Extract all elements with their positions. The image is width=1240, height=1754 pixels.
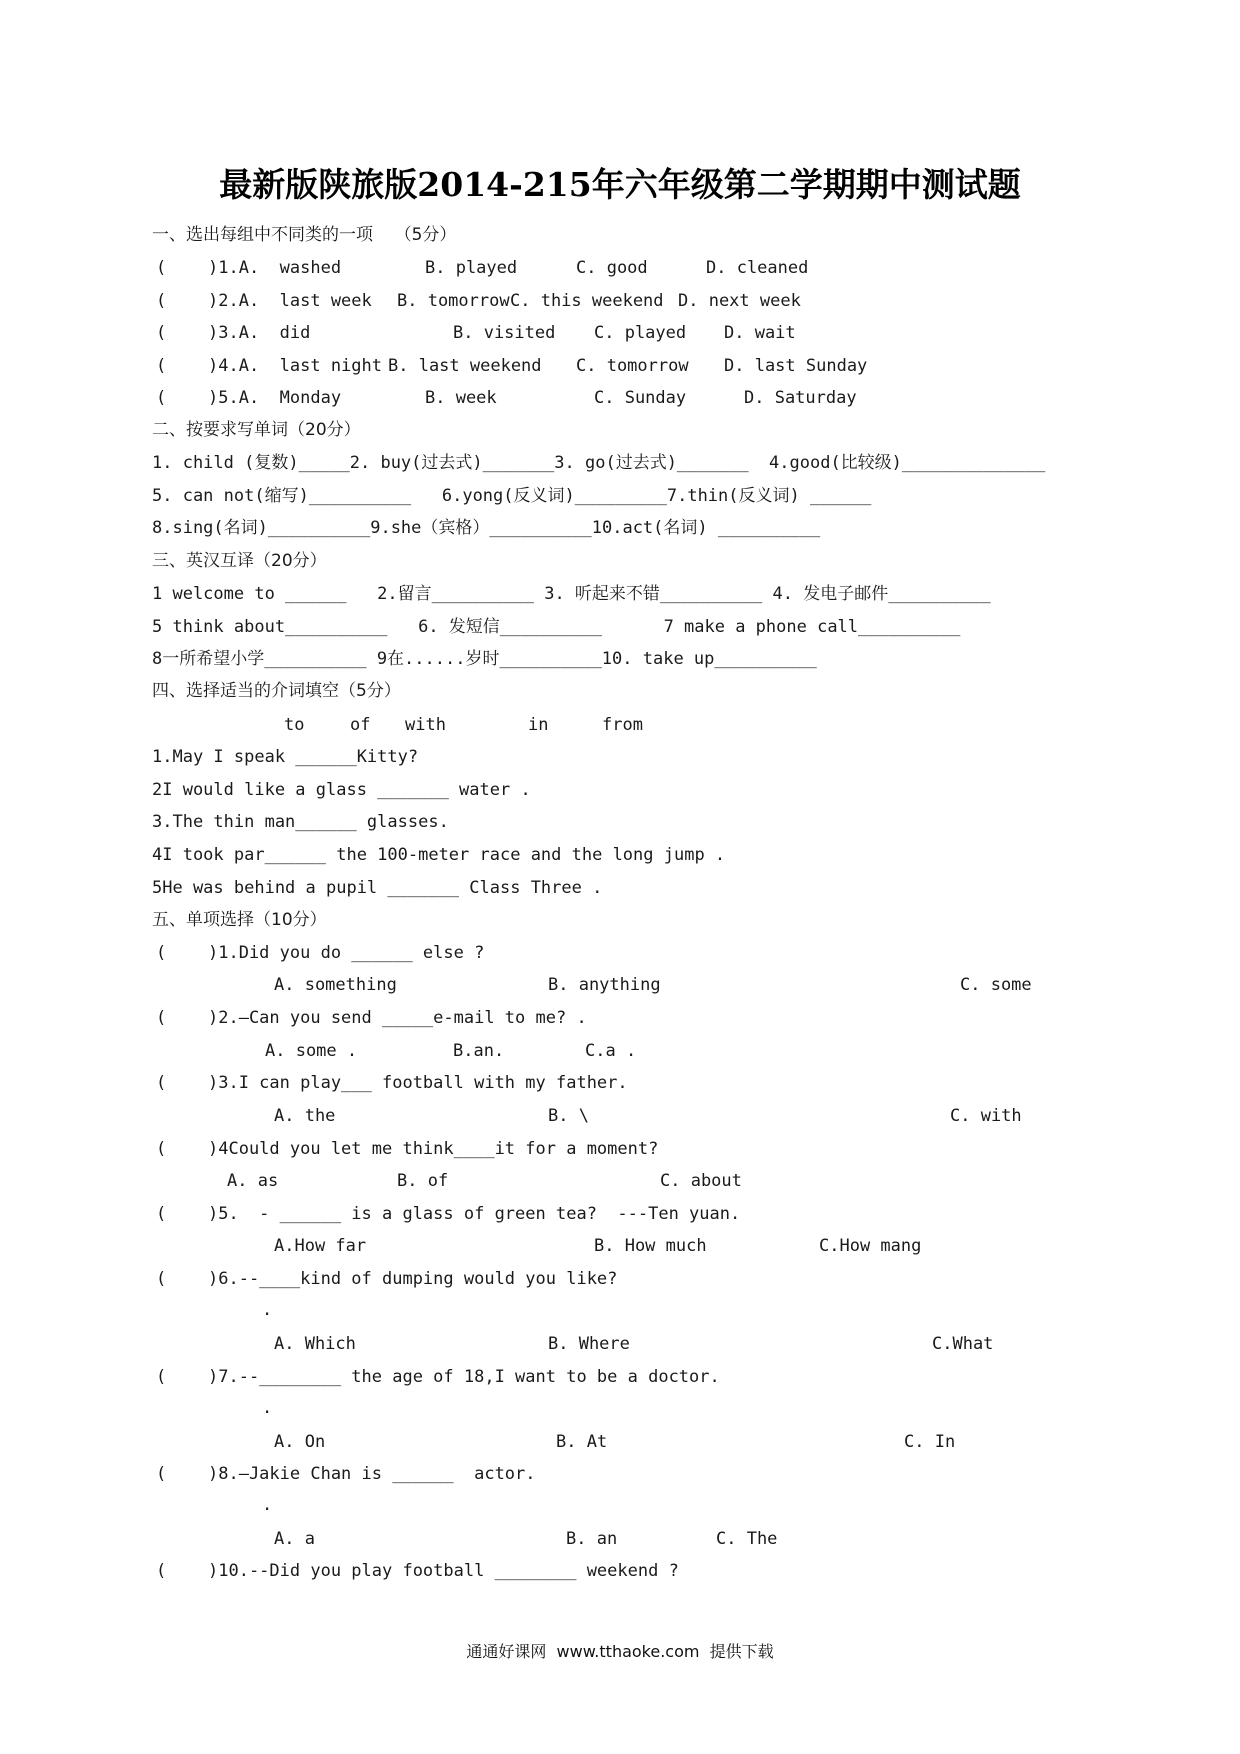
word-bank-item: in xyxy=(528,715,549,735)
option-b: B. anything xyxy=(548,975,661,995)
option-a: A. as xyxy=(227,1171,279,1191)
option-a: A. something xyxy=(274,975,397,995)
option-a: A.How far xyxy=(274,1236,367,1256)
option-a: A. On xyxy=(274,1432,326,1452)
option-a: A. Which xyxy=(274,1334,356,1354)
section-4-heading: 四、选择适当的介词填空（5分） xyxy=(152,681,401,701)
answer-bracket: ( xyxy=(156,291,167,311)
option-d: D. last Sunday xyxy=(724,356,868,376)
option-c: C. good xyxy=(576,258,648,278)
option-c: C.a . xyxy=(585,1041,637,1061)
option-c: C. played xyxy=(594,323,687,343)
s4-item-5: 5He was behind a pupil _______ Class Three . xyxy=(152,878,603,898)
section-3-heading: 三、英汉互译（20分） xyxy=(152,551,327,571)
option-b: B. last weekend xyxy=(388,356,542,376)
option-d: D. Saturday xyxy=(744,388,857,408)
option-c: C. this weekend xyxy=(510,291,664,311)
option-c: C. about xyxy=(660,1171,742,1191)
option-b: B. \ xyxy=(548,1106,589,1126)
question-stem: )7.--________ the age of 18,I want to be a doctor. xyxy=(208,1367,720,1387)
question-stem: )8.—Jakie Chan is ______ actor. xyxy=(208,1464,536,1484)
s4-item-1: 1.May I speak ______Kitty? xyxy=(152,747,419,767)
answer-bracket: ( xyxy=(156,1561,167,1581)
answer-bracket: ( xyxy=(156,1073,167,1093)
option-a: )2.A. last week xyxy=(208,291,372,311)
answer-bracket: ( xyxy=(156,388,167,408)
s2-line-2: 5. can not(缩写)__________ 6.yong(反义词)_________7.thin(反义词) ______ xyxy=(152,486,872,506)
answer-bracket: ( xyxy=(156,1464,167,1484)
s3-line-1: 1 welcome to ______ 2.留言__________ 3. 听起来不错__________ 4. 发电子邮件__________ xyxy=(152,584,991,604)
answer-bracket: ( xyxy=(156,323,167,343)
answer-bracket: ( xyxy=(156,943,167,963)
question-stem: )10.--Did you play football ________ weekend ? xyxy=(208,1561,679,1581)
option-b: B. Where xyxy=(548,1334,630,1354)
s3-line-2: 5 think about__________ 6. 发短信__________ 7 make a phone call__________ xyxy=(152,617,961,637)
section-1-heading: 一、选出每组中不同类的一项 （5分） xyxy=(152,225,457,245)
question-stem: )6.--____kind of dumping would you like? xyxy=(208,1269,618,1289)
answer-bracket: ( xyxy=(156,1204,167,1224)
s4-item-2: 2I would like a glass _______ water . xyxy=(152,780,531,800)
question-stem: )5. - ______ is a glass of green tea? ---Ten yuan. xyxy=(208,1204,741,1224)
option-c: C. some xyxy=(960,975,1032,995)
answer-bracket: ( xyxy=(156,1008,167,1028)
option-a: A. the xyxy=(274,1106,336,1126)
option-b: B. week xyxy=(425,388,497,408)
question-stem: )1.Did you do ______ else ? xyxy=(208,943,485,963)
option-a: )4.A. last night xyxy=(208,356,382,376)
word-bank-item: of xyxy=(350,715,371,735)
answer-bracket: ( xyxy=(156,1269,167,1289)
option-a: )1.A. washed xyxy=(208,258,342,278)
s2-line-1: 1. child (复数)_____2. buy(过去式)_______3. go(过去式)_______ 4.good(比较级)______________ xyxy=(152,453,1046,473)
option-a: A. a xyxy=(274,1529,315,1549)
answer-bracket: ( xyxy=(156,356,167,376)
stray-dot: . xyxy=(262,1300,273,1320)
word-bank-item: from xyxy=(602,715,643,735)
question-stem: )4Could you let me think____it for a moment? xyxy=(208,1139,659,1159)
option-c: C. tomorrow xyxy=(576,356,689,376)
question-stem: )2.—Can you send _____e-mail to me? . xyxy=(208,1008,587,1028)
word-bank-item: to xyxy=(284,715,305,735)
option-a: )3.A. did xyxy=(208,323,311,343)
option-b: B. tomorrow xyxy=(397,291,510,311)
page-title: 最新版陕旅版2014-215年六年级第二学期期中测试题 xyxy=(219,165,1021,204)
option-c: C.How mang xyxy=(819,1236,922,1256)
option-a: A. some . xyxy=(265,1041,358,1061)
s3-line-3: 8一所希望小学__________ 9在......岁时__________10. take up__________ xyxy=(152,649,817,669)
option-d: D. next week xyxy=(678,291,801,311)
question-stem: )3.I can play___ football with my father. xyxy=(208,1073,628,1093)
s2-line-3: 8.sing(名词)__________9.she（宾格）__________10.act(名词) __________ xyxy=(152,518,821,538)
option-c: C. In xyxy=(904,1432,956,1452)
answer-bracket: ( xyxy=(156,1139,167,1159)
s4-item-4: 4I took par______ the 100-meter race and the long jump . xyxy=(152,845,726,865)
section-5-heading: 五、单项选择（10分） xyxy=(152,910,327,930)
option-b: B. an xyxy=(566,1529,618,1549)
word-bank-item: with xyxy=(405,715,446,735)
option-b: B.an. xyxy=(453,1041,505,1061)
option-b: B. played xyxy=(425,258,518,278)
option-b: B. visited xyxy=(453,323,556,343)
answer-bracket: ( xyxy=(156,1367,167,1387)
option-c: C. Sunday xyxy=(594,388,687,408)
option-d: D. cleaned xyxy=(706,258,809,278)
stray-dot: . xyxy=(262,1495,273,1515)
option-a: )5.A. Monday xyxy=(208,388,342,408)
stray-dot: . xyxy=(262,1398,273,1418)
s4-item-3: 3.The thin man______ glasses. xyxy=(152,812,449,832)
answer-bracket: ( xyxy=(156,258,167,278)
option-b: B. How much xyxy=(594,1236,707,1256)
option-b: B. At xyxy=(556,1432,608,1452)
option-c: C. The xyxy=(716,1529,778,1549)
page-footer: 通通好课网 www.tthaoke.com 提供下载 xyxy=(466,1642,774,1661)
option-c: C.What xyxy=(932,1334,994,1354)
option-c: C. with xyxy=(950,1106,1022,1126)
section-2-heading: 二、按要求写单词（20分） xyxy=(152,420,361,440)
option-b: B. of xyxy=(397,1171,449,1191)
option-d: D. wait xyxy=(724,323,796,343)
